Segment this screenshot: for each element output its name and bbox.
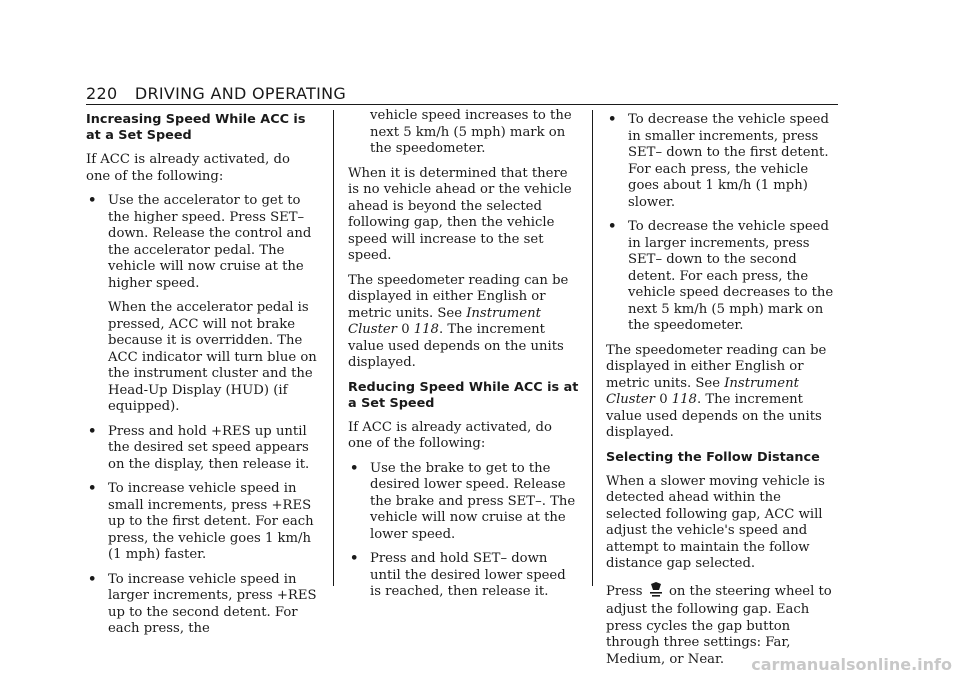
list-item-text: To decrease the vehicle speed in smaller increments, press SET– down to the first detent. For each press, the vehicle goes about 1 km/h (1 mph) slower. [628,112,829,210]
bullet: • [350,460,359,476]
column-2 [348,108,580,609]
paragraph-text: The increment value used depends on the units displayed. [348,322,564,370]
list-item [606,112,838,211]
page-reference[interactable]: 118 [413,322,439,337]
paragraph-text: The speedometer reading can be displayed in either English or metric units. See [606,342,827,391]
list-item-text: To increase vehicle speed in small increments, press +RES up to the first detent. For each press, the vehicle goes 1 km/h (1 mph) faster. [108,481,314,562]
bullet: • [88,481,97,496]
list-item [86,572,318,638]
section-heading: Reducing Speed While ACC is at a Set Speed [348,379,579,411]
paragraph: If ACC is already activated, do one of the following: [86,152,290,184]
paragraph: When a slower moving vehicle is detected ahead within the selected following gap, ACC will adjust the vehicle's speed and attempt to maintain the follow distance gap selected. [606,473,825,571]
paragraph-text: Press [606,583,643,599]
section-heading: Increasing Speed While ACC is at a Set Speed [86,112,306,143]
list-item [86,193,318,416]
page-reference[interactable]: 118 [671,392,697,407]
watermark: carmanualsonline.info [751,655,952,674]
paragraph: When it is determined that there is no vehicle ahead or the vehicle ahead is beyond the selected following gap, then the vehicle speed will increase to the set speed. [348,165,572,263]
list-item-text: vehicle speed increases to the next 5 km/h (5 mph) mark on the speedometer. [370,108,572,156]
paragraph-text: on the steering wheel to adjust the following gap. Each press cycles the gap button through three settings: Far, Medium, or Near. [606,583,832,667]
list-item-text: Press and hold SET– down until the desired lower speed is reached, then release it. [370,551,566,599]
column-3 [606,112,838,676]
follow-gap-icon [648,581,664,603]
page-ref-arrow-icon: 0 [401,322,410,337]
list-item-note: When the accelerator pedal is pressed, ACC will not brake because it is overridden. The ACC indicator will turn blue on the instrument cluster and the Head-Up Display (HUD) (if equipped). [108,300,317,414]
column-divider [333,110,334,586]
bullet: • [88,423,97,439]
column-divider [592,110,593,586]
bullet: • [88,571,97,587]
page-header [86,84,838,105]
list-item-continued [348,108,580,158]
page-ref-arrow-icon: 0 [659,392,668,407]
section-title: DRIVING AND OPERATING [134,84,347,103]
paragraph: The speedometer reading can be displayed in either English or metric units. See Instrument Cluster 0 118. The increment value used depends on the units displayed. [606,342,827,440]
list-item-text: Use the accelerator to get to the higher speed. Press SET– down. Release the control and the accelerator pedal. The vehicle will now cruise at the higher speed. [108,193,312,291]
paragraph: If ACC is already activated, do one of the following: [348,419,552,451]
bullet: • [608,112,617,127]
list-item-text: To increase vehicle speed in larger increments, press +RES up to the second detent. For each press, the [108,571,317,636]
bullet: • [88,193,97,208]
list-item [86,424,318,474]
cross-reference-link[interactable]: Instrument Cluster [606,375,799,407]
list-item-text: To decrease the vehicle speed in larger increments, press SET– down to the second detent. For each press, the vehicle speed decreases to the next 5 km/h (5 mph) mark on the speedometer. [628,219,834,333]
list-item [86,481,318,564]
page-number: 220 [86,84,118,103]
bullet: • [608,219,617,234]
paragraph: The speedometer reading can be displayed in either English or metric units. See Instrument Cluster 0 118. The increment value used depends on the units displayed. [348,272,569,370]
bullet: • [350,551,359,566]
list-item [348,461,580,544]
list-item-text: Press and hold +RES up until the desired set speed appears on the display, then release it. [108,423,310,472]
paragraph-text: The speedometer reading can be displayed in either English or metric units. See [348,272,569,321]
cross-reference-link[interactable]: Instrument Cluster [348,305,541,337]
list-item [348,551,580,601]
section-heading: Selecting the Follow Distance [606,449,820,465]
paragraph-text: The increment value used depends on the units displayed. [606,392,822,440]
list-item [606,219,838,335]
list-item-text: Use the brake to get to the desired lower speed. Release the brake and press SET–. The vehicle will now cruise at the lower speed. [370,460,576,542]
column-1 [86,112,318,646]
